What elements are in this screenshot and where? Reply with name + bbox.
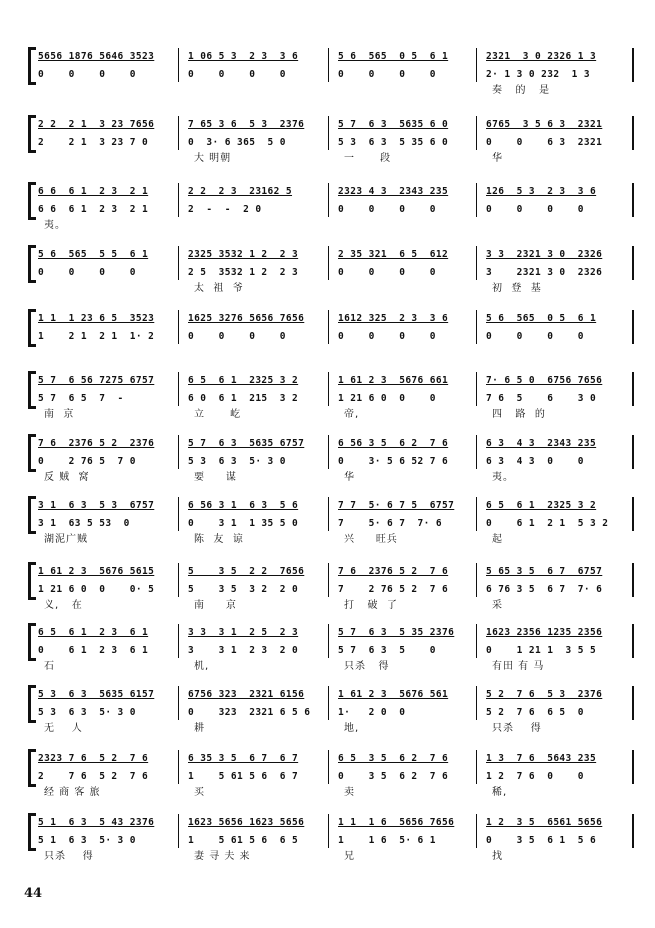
- lyrics-row: [28, 660, 643, 674]
- upper-measure: 6 56 3 1 6 3 5 6: [188, 500, 299, 511]
- lower-measure: 1 2 7 6 0 0: [486, 771, 584, 782]
- lower-measure: 0 3 1 1 35 5 0: [188, 518, 299, 529]
- lyric-measure: 只杀 得: [492, 723, 542, 734]
- lower-measure: 5 3 6 3 5· 3 0: [188, 456, 286, 467]
- lyric-measure: 起: [492, 534, 503, 545]
- upper-staff: [28, 499, 643, 513]
- lower-measure: 1 5 61 5 6 6 7: [188, 771, 299, 782]
- upper-measure: 5 6 565 0 5 6 1: [338, 51, 449, 62]
- lower-measure: 1 1 6 5· 6 1: [338, 835, 436, 846]
- upper-measure: 5 7 6 3 5635 6 0: [338, 119, 449, 130]
- lyric-measure: 奏 的 是: [492, 85, 551, 96]
- lyric-measure: 陈 友 谅: [194, 534, 244, 545]
- lyric-measure: 太 祖 爷: [194, 283, 244, 294]
- upper-measure: 6 5 6 1 2325 3 2: [188, 375, 299, 386]
- lyrics-row: [28, 850, 643, 864]
- upper-measure: 1 1 1 23 6 5 3523: [38, 313, 155, 324]
- upper-measure: 1612 325 2 3 3 6: [338, 313, 449, 324]
- score-system: [28, 626, 643, 672]
- lower-measure: 5 2 7 6 6 5 0: [486, 707, 584, 718]
- lower-measure: 0 3· 5 6 52 7 6: [338, 456, 449, 467]
- lower-staff: [28, 455, 643, 469]
- lower-measure: 6 6 6 1 2 3 2 1: [38, 204, 149, 215]
- lyric-measure: 稀,: [492, 787, 508, 798]
- lyric-measure: 一 段: [344, 153, 392, 164]
- upper-measure: 6 5 3 5 6 2 7 6: [338, 753, 449, 764]
- lower-measure: 6 76 3 5 6 7 7· 6: [486, 584, 603, 595]
- score-system: [28, 118, 643, 164]
- lyric-measure: 经 商 客 旅: [44, 787, 101, 798]
- lower-measure: 5 3 6 3 5 35 6 0: [338, 137, 449, 148]
- upper-measure: 6765 3 5 6 3 2321: [486, 119, 603, 130]
- lower-measure: 0 3 5 6 1 5 6: [486, 835, 597, 846]
- upper-staff: [28, 248, 643, 262]
- lower-staff: [28, 770, 643, 784]
- upper-measure: 2 2 2 1 3 23 7656: [38, 119, 155, 130]
- lower-staff: [28, 583, 643, 597]
- lower-measure: 5 3 6 3 5· 3 0: [38, 707, 136, 718]
- upper-measure: 7 7 5· 6 7 5 6757: [338, 500, 455, 511]
- upper-staff: [28, 185, 643, 199]
- lyric-measure: 兴 旺兵: [344, 534, 398, 545]
- lower-measure: 2 - - 2 0: [188, 204, 262, 215]
- lyric-measure: 要 谋: [194, 472, 237, 483]
- lower-measure: 0 0 6 3 2321: [486, 137, 603, 148]
- lower-measure: 2 5 3532 1 2 2 3: [188, 267, 299, 278]
- lyric-measure: 买: [194, 787, 205, 798]
- upper-measure: 2 2 2 3 23162 5: [188, 186, 293, 197]
- lyrics-row: [28, 599, 643, 613]
- lower-measure: 0 0 0 0: [188, 331, 286, 342]
- lyric-measure: 兄: [344, 851, 355, 862]
- upper-staff: [28, 374, 643, 388]
- upper-measure: 6 6 6 1 2 3 2 1: [38, 186, 149, 197]
- lyrics-row: [28, 346, 643, 360]
- lyric-measure: 华: [344, 472, 355, 483]
- upper-measure: 1 06 5 3 2 3 3 6: [188, 51, 299, 62]
- lower-measure: 0 0 0 0: [486, 204, 584, 215]
- lower-measure: 0 6 1 2 1 5 3 2: [486, 518, 609, 529]
- lyric-measure: 耕: [194, 723, 205, 734]
- upper-measure: 1 61 2 3 5676 5615: [38, 566, 155, 577]
- upper-measure: 6 3 4 3 2343 235: [486, 438, 597, 449]
- lower-measure: 0 0 0 0: [338, 331, 436, 342]
- score-system: [28, 688, 643, 734]
- upper-staff: [28, 816, 643, 830]
- lower-measure: 1 2 1 2 1 1· 2: [38, 331, 155, 342]
- lower-staff: [28, 706, 643, 720]
- upper-measure: 2321 3 0 2326 1 3: [486, 51, 597, 62]
- score-system: [28, 185, 643, 231]
- lyric-measure: 夷。: [44, 220, 66, 231]
- lyric-measure: 妻 寻 夫 来: [194, 851, 251, 862]
- lower-measure: 0 2 76 5 7 0: [38, 456, 136, 467]
- lyric-measure: 四 路 的: [492, 409, 546, 420]
- lower-measure: 0 0 0 0: [486, 331, 584, 342]
- lower-measure: 3 3 1 2 3 2 0: [188, 645, 299, 656]
- lyric-measure: 无 人: [44, 723, 83, 734]
- upper-measure: 1623 5656 1623 5656: [188, 817, 305, 828]
- lyric-measure: 华: [492, 153, 503, 164]
- score-system: [28, 50, 643, 96]
- lyric-measure: 南 京: [194, 600, 237, 611]
- lower-measure: 0 3· 6 365 5 0: [188, 137, 286, 148]
- lyric-measure: 湖泥广贼: [44, 534, 88, 545]
- upper-measure: 5 65 3 5 6 7 6757: [486, 566, 603, 577]
- lower-measure: 3 2321 3 0 2326: [486, 267, 603, 278]
- lyric-measure: 南 京: [44, 409, 75, 420]
- lower-measure: 1 5 61 5 6 6 5: [188, 835, 299, 846]
- upper-staff: [28, 626, 643, 640]
- lower-measure: 6 0 6 1 215 3 2: [188, 393, 299, 404]
- score-system: [28, 565, 643, 611]
- score-system: [28, 248, 643, 294]
- upper-measure: 5 2 7 6 5 3 2376: [486, 689, 603, 700]
- upper-measure: 5 7 6 3 5 35 2376: [338, 627, 455, 638]
- lower-staff: [28, 517, 643, 531]
- lyric-measure: 地,: [344, 723, 360, 734]
- lower-measure: 0 0 0 0: [38, 267, 136, 278]
- lyrics-row: [28, 84, 643, 98]
- lower-measure: 0 6 1 2 3 6 1: [38, 645, 149, 656]
- lower-staff: [28, 834, 643, 848]
- upper-measure: 2323 4 3 2343 235: [338, 186, 449, 197]
- upper-staff: [28, 688, 643, 702]
- upper-measure: 1 3 7 6 5643 235: [486, 753, 597, 764]
- upper-staff: [28, 118, 643, 132]
- lyric-measure: 夷。: [492, 472, 514, 483]
- upper-measure: 6 35 3 5 6 7 6 7: [188, 753, 299, 764]
- upper-measure: 2325 3532 1 2 2 3: [188, 249, 299, 260]
- upper-measure: 5 3 6 3 5635 6157: [38, 689, 155, 700]
- lower-staff: [28, 68, 643, 82]
- page-number: 44: [24, 886, 43, 901]
- score-system: [28, 312, 643, 358]
- lower-measure: 2· 1 3 0 232 1 3: [486, 69, 591, 80]
- lyric-measure: 只杀 得: [44, 851, 94, 862]
- upper-measure: 1623 2356 1235 2356: [486, 627, 603, 638]
- lower-measure: 0 3 5 6 2 7 6: [338, 771, 449, 782]
- lower-measure: 0 0 0 0: [38, 69, 136, 80]
- score-system: [28, 499, 643, 545]
- upper-measure: 1 61 2 3 5676 561: [338, 689, 449, 700]
- upper-measure: 6 56 3 5 6 2 7 6: [338, 438, 449, 449]
- upper-staff: [28, 437, 643, 451]
- lower-measure: 0 1 21 1 3 5 5: [486, 645, 597, 656]
- upper-measure: 1 1 1 6 5656 7656: [338, 817, 455, 828]
- lower-measure: 1 21 6 0 0 0· 5: [38, 584, 155, 595]
- score-system: [28, 752, 643, 798]
- upper-measure: 5 7 6 56 7275 6757: [38, 375, 155, 386]
- upper-measure: 7· 6 5 0 6756 7656: [486, 375, 603, 386]
- lyric-measure: 卖: [344, 787, 355, 798]
- lower-measure: 7 2 76 5 2 7 6: [338, 584, 449, 595]
- lyrics-row: [28, 152, 643, 166]
- lyrics-row: [28, 722, 643, 736]
- lower-measure: 0 323 2321 6 5 6: [188, 707, 311, 718]
- upper-measure: 5 7 6 3 5635 6757: [188, 438, 305, 449]
- upper-measure: 5656 1876 5646 3523: [38, 51, 155, 62]
- lower-measure: 0 0 0 0: [338, 267, 436, 278]
- lyric-measure: 大 明朝: [194, 153, 232, 164]
- upper-measure: 5 3 5 2 2 7656: [188, 566, 305, 577]
- lower-staff: [28, 266, 643, 280]
- lower-staff: [28, 136, 643, 150]
- upper-measure: 7 6 2376 5 2 2376: [38, 438, 155, 449]
- lower-staff: [28, 644, 643, 658]
- lower-measure: 0 0 0 0: [338, 69, 436, 80]
- upper-measure: 5 6 565 5 5 6 1: [38, 249, 149, 260]
- lower-measure: 0 0 0 0: [188, 69, 286, 80]
- lower-measure: 2 7 6 5 2 7 6: [38, 771, 149, 782]
- lower-measure: 0 0 0 0: [338, 204, 436, 215]
- lower-measure: 2 2 1 3 23 7 0: [38, 137, 149, 148]
- upper-measure: 3 1 6 3 5 3 6757: [38, 500, 155, 511]
- upper-measure: 2 35 321 6 5 612: [338, 249, 449, 260]
- upper-measure: 7 65 3 6 5 3 2376: [188, 119, 305, 130]
- upper-measure: 126 5 3 2 3 3 6: [486, 186, 597, 197]
- lyrics-row: [28, 282, 643, 296]
- lyric-measure: 打 破 了: [344, 600, 398, 611]
- lower-measure: 5 1 6 3 5· 3 0: [38, 835, 136, 846]
- upper-measure: 6756 323 2321 6156: [188, 689, 305, 700]
- lower-measure: 6 3 4 3 0 0: [486, 456, 584, 467]
- lyric-measure: 机,: [194, 661, 210, 672]
- lower-staff: [28, 203, 643, 217]
- upper-staff: [28, 752, 643, 766]
- lower-measure: 7 6 5 6 3 0: [486, 393, 597, 404]
- score-system: [28, 374, 643, 420]
- lower-measure: 1· 2 0 0: [338, 707, 406, 718]
- lyric-measure: 石: [44, 661, 55, 672]
- upper-measure: 6 5 6 1 2325 3 2: [486, 500, 597, 511]
- upper-staff: [28, 565, 643, 579]
- lyric-measure: 找: [492, 851, 503, 862]
- lyric-measure: 反 贼 窝: [44, 472, 90, 483]
- lyrics-row: [28, 471, 643, 485]
- score-system: [28, 816, 643, 862]
- upper-measure: 3 3 3 1 2 5 2 3: [188, 627, 299, 638]
- lyric-measure: 只杀 得: [344, 661, 390, 672]
- lyric-measure: 采: [492, 600, 503, 611]
- lyric-measure: 初 登 基: [492, 283, 542, 294]
- lyric-measure: 立 屹: [194, 409, 242, 420]
- lyrics-row: [28, 533, 643, 547]
- lyrics-row: [28, 219, 643, 233]
- lower-measure: 5 3 5 3 2 2 0: [188, 584, 299, 595]
- upper-measure: 1625 3276 5656 7656: [188, 313, 305, 324]
- lower-staff: [28, 392, 643, 406]
- upper-measure: 1 61 2 3 5676 661: [338, 375, 449, 386]
- lower-measure: 1 21 6 0 0 0: [338, 393, 436, 404]
- upper-measure: 5 1 6 3 5 43 2376: [38, 817, 155, 828]
- upper-measure: 1 2 3 5 6561 5656: [486, 817, 603, 828]
- score-system: [28, 437, 643, 483]
- lower-measure: 5 7 6 5 7 -: [38, 393, 124, 404]
- lower-measure: 3 1 63 5 53 0: [38, 518, 130, 529]
- upper-measure: 6 5 6 1 2 3 6 1: [38, 627, 149, 638]
- lower-measure: 7 5· 6 7 7· 6: [338, 518, 443, 529]
- upper-measure: 5 6 565 0 5 6 1: [486, 313, 597, 324]
- upper-measure: 7 6 2376 5 2 7 6: [338, 566, 449, 577]
- lyric-measure: 帝,: [344, 409, 360, 420]
- upper-measure: 2323 7 6 5 2 7 6: [38, 753, 149, 764]
- upper-measure: 3 3 2321 3 0 2326: [486, 249, 603, 260]
- lyric-measure: 有田 有 马: [492, 661, 545, 672]
- upper-staff: [28, 50, 643, 64]
- lower-staff: [28, 330, 643, 344]
- lower-measure: 5 7 6 3 5 0: [338, 645, 436, 656]
- lyrics-row: [28, 408, 643, 422]
- lyric-measure: 义, 在: [44, 600, 83, 611]
- lyrics-row: [28, 786, 643, 800]
- upper-staff: [28, 312, 643, 326]
